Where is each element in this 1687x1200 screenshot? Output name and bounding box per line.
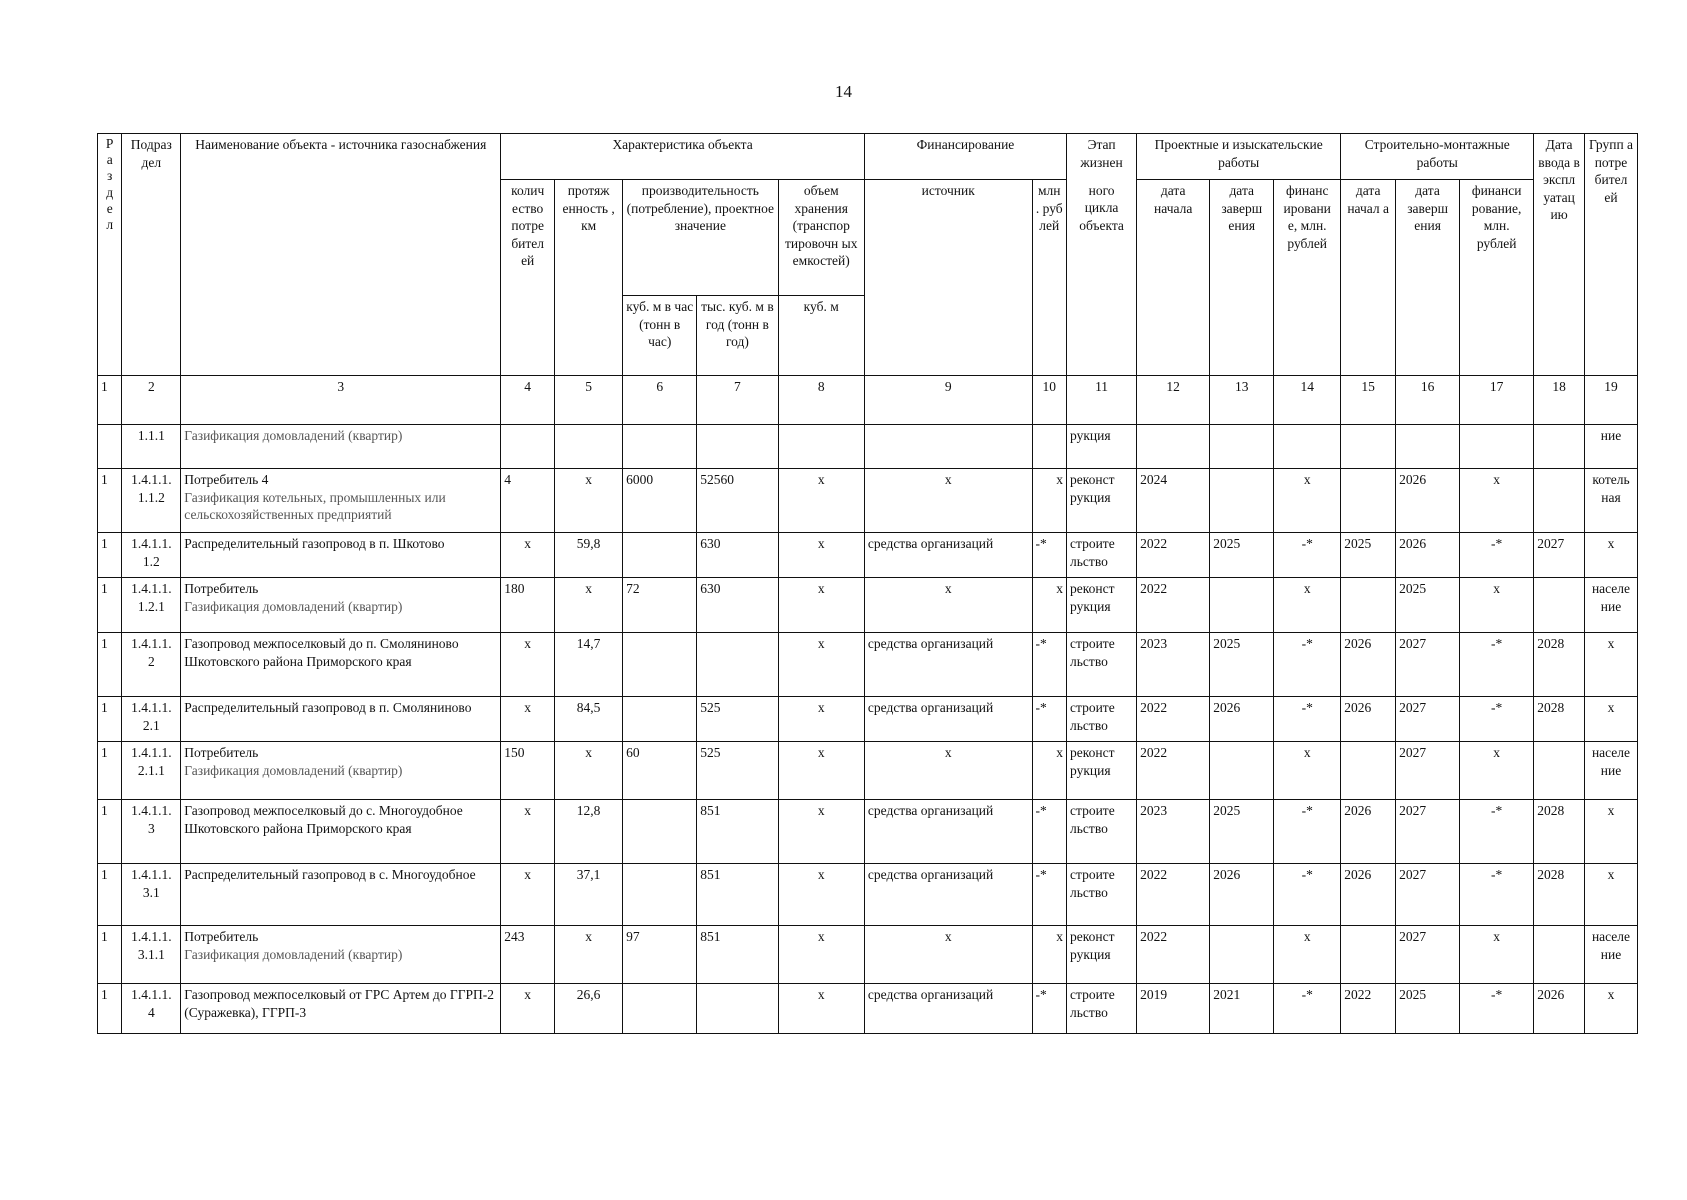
row-cell-c14: -* bbox=[1274, 533, 1341, 578]
row-razdel: 1 bbox=[98, 633, 122, 697]
object-title: Распределительный газопровод в п. Смоляниново bbox=[184, 700, 472, 715]
row-cell-c9: средства организаций bbox=[864, 697, 1032, 742]
column-number: 12 bbox=[1137, 376, 1210, 425]
column-number: 10 bbox=[1032, 376, 1067, 425]
row-razdel: 1 bbox=[98, 926, 122, 984]
row-cell-c10: х bbox=[1032, 578, 1067, 633]
row-cell-c4: х bbox=[501, 533, 555, 578]
row-cell-c5: 26,6 bbox=[555, 984, 623, 1034]
row-cell-c8: х bbox=[778, 469, 864, 533]
row-cell-c6 bbox=[623, 800, 697, 864]
row-cell-c15: 2022 bbox=[1341, 984, 1396, 1034]
row-cell-c19: х bbox=[1585, 697, 1638, 742]
header-consumer-group: Групп а потре бител ей bbox=[1585, 134, 1638, 376]
row-cell-c14: -* bbox=[1274, 697, 1341, 742]
row-cell-c10 bbox=[1032, 425, 1067, 469]
row-razdel bbox=[98, 425, 122, 469]
object-description: Газификация домовладений (квартир) bbox=[184, 428, 403, 443]
header-per-year: тыс. куб. м в год (тонн в год) bbox=[697, 296, 778, 376]
row-subsection: 1.4.1.1. 1.1.2 bbox=[122, 469, 181, 533]
row-cell-c10: -* bbox=[1032, 633, 1067, 697]
row-subsection: 1.1.1 bbox=[122, 425, 181, 469]
row-object-name bbox=[181, 425, 501, 469]
row-cell-c16: 2025 bbox=[1396, 984, 1460, 1034]
row-cell-c16: 2025 bbox=[1396, 578, 1460, 633]
header-survey-works: Проектные и изыскательские работы bbox=[1137, 134, 1341, 180]
column-number: 16 bbox=[1396, 376, 1460, 425]
header-per-hour: куб. м в час (тонн в час) bbox=[623, 296, 697, 376]
row-cell-c9: х bbox=[864, 578, 1032, 633]
header-lifecycle-stage: ного цикла объекта bbox=[1067, 180, 1137, 376]
row-cell-c4: 150 bbox=[501, 742, 555, 800]
row-cell-c7: 630 bbox=[697, 578, 778, 633]
row-cell-c14: -* bbox=[1274, 800, 1341, 864]
row-cell-c16: 2026 bbox=[1396, 533, 1460, 578]
object-title: Потребитель bbox=[184, 745, 259, 760]
header-length-km: протяж енность , км bbox=[555, 180, 623, 376]
row-cell-c10: -* bbox=[1032, 533, 1067, 578]
row-cell-c4: х bbox=[501, 800, 555, 864]
row-cell-c11: строите льство bbox=[1067, 864, 1137, 926]
header-survey-end: дата заверш ения bbox=[1210, 180, 1274, 376]
row-cell-c8: х bbox=[778, 533, 864, 578]
object-description: Газификация домовладений (квартир) bbox=[184, 598, 403, 614]
row-razdel: 1 bbox=[98, 984, 122, 1034]
row-cell-c10: х bbox=[1032, 742, 1067, 800]
column-number: 2 bbox=[122, 376, 181, 425]
row-object-name bbox=[181, 633, 501, 697]
row-cell-c6: 6000 bbox=[623, 469, 697, 533]
row-cell-c14: х bbox=[1274, 578, 1341, 633]
table-row bbox=[98, 742, 1638, 800]
object-description: Газификация домовладений (квартир) bbox=[184, 762, 403, 778]
row-cell-c11: строите льство bbox=[1067, 697, 1137, 742]
column-number-row bbox=[98, 376, 1638, 425]
object-description: Газификация домовладений (квартир) bbox=[184, 946, 403, 962]
row-cell-c5: 59,8 bbox=[555, 533, 623, 578]
row-cell-c10: -* bbox=[1032, 984, 1067, 1034]
object-title: Распределительный газопровод в с. Многоудобное bbox=[184, 867, 476, 882]
row-cell-c5: 84,5 bbox=[555, 697, 623, 742]
row-cell-c18: 2028 bbox=[1534, 800, 1585, 864]
row-cell-c14 bbox=[1274, 425, 1341, 469]
row-subsection: 1.4.1.1. 2.1.1 bbox=[122, 742, 181, 800]
row-cell-c8 bbox=[778, 425, 864, 469]
row-cell-c5: 37,1 bbox=[555, 864, 623, 926]
column-number: 5 bbox=[555, 376, 623, 425]
row-cell-c13 bbox=[1210, 578, 1274, 633]
row-cell-c14: х bbox=[1274, 926, 1341, 984]
row-cell-c10: -* bbox=[1032, 864, 1067, 926]
header-commission-date: Дата ввода в экспл уатац ию bbox=[1534, 134, 1585, 376]
row-cell-c9: средства организаций bbox=[864, 864, 1032, 926]
row-cell-c11: строите льство bbox=[1067, 633, 1137, 697]
row-cell-c8: х bbox=[778, 864, 864, 926]
row-cell-c18 bbox=[1534, 926, 1585, 984]
object-title: Потребитель bbox=[184, 581, 259, 596]
row-razdel: 1 bbox=[98, 533, 122, 578]
row-cell-c11: реконст рукция bbox=[1067, 469, 1137, 533]
row-cell-c11: реконст рукция bbox=[1067, 926, 1137, 984]
table-row bbox=[98, 864, 1638, 926]
row-cell-c19: х bbox=[1585, 984, 1638, 1034]
row-cell-c16: 2027 bbox=[1396, 926, 1460, 984]
row-cell-c14: х bbox=[1274, 742, 1341, 800]
row-cell-c18 bbox=[1534, 425, 1585, 469]
row-cell-c11: реконст рукция bbox=[1067, 578, 1137, 633]
header-lifecycle: Этап жизнен bbox=[1067, 134, 1137, 180]
row-cell-c13: 2021 bbox=[1210, 984, 1274, 1034]
row-cell-c16: 2026 bbox=[1396, 469, 1460, 533]
row-cell-c5 bbox=[555, 425, 623, 469]
object-description: Газификация котельных, промышленных или сельскохозяйственных предприятий bbox=[184, 489, 446, 523]
row-cell-c14: -* bbox=[1274, 864, 1341, 926]
row-cell-c15: 2026 bbox=[1341, 633, 1396, 697]
row-cell-c18: 2027 bbox=[1534, 533, 1585, 578]
row-cell-c13 bbox=[1210, 742, 1274, 800]
page-number: 14 bbox=[835, 82, 852, 101]
row-cell-c17: -* bbox=[1460, 697, 1534, 742]
row-cell-c6: 97 bbox=[623, 926, 697, 984]
header-object-name: Наименование объекта - источника газоснабжения bbox=[181, 134, 501, 376]
row-object-name bbox=[181, 800, 501, 864]
row-subsection: 1.4.1.1. 2 bbox=[122, 633, 181, 697]
row-cell-c19: ние bbox=[1585, 425, 1638, 469]
object-title: Потребитель bbox=[184, 929, 259, 944]
row-cell-c12: 2022 bbox=[1137, 742, 1210, 800]
row-cell-c12 bbox=[1137, 425, 1210, 469]
row-object-name bbox=[181, 864, 501, 926]
header-construction-works: Строительно-монтажные работы bbox=[1341, 134, 1534, 180]
row-cell-c12: 2024 bbox=[1137, 469, 1210, 533]
row-cell-c16: 2027 bbox=[1396, 800, 1460, 864]
row-cell-c4 bbox=[501, 425, 555, 469]
row-object-name bbox=[181, 984, 501, 1034]
row-razdel: 1 bbox=[98, 800, 122, 864]
column-number: 14 bbox=[1274, 376, 1341, 425]
row-cell-c7: 851 bbox=[697, 800, 778, 864]
column-number: 1 bbox=[98, 376, 122, 425]
row-cell-c13 bbox=[1210, 926, 1274, 984]
row-cell-c5: х bbox=[555, 578, 623, 633]
row-cell-c18: 2028 bbox=[1534, 864, 1585, 926]
row-cell-c19: х bbox=[1585, 800, 1638, 864]
row-cell-c8: х bbox=[778, 926, 864, 984]
header-storage: объем хранения (транспор тировочн ых емкостей) bbox=[778, 180, 864, 296]
row-cell-c15 bbox=[1341, 742, 1396, 800]
row-cell-c17: х bbox=[1460, 578, 1534, 633]
row-cell-c12: 2022 bbox=[1137, 864, 1210, 926]
row-cell-c4: х bbox=[501, 864, 555, 926]
row-cell-c15 bbox=[1341, 425, 1396, 469]
row-cell-c17: х bbox=[1460, 469, 1534, 533]
row-cell-c17: -* bbox=[1460, 533, 1534, 578]
row-cell-c15: 2026 bbox=[1341, 864, 1396, 926]
object-title: Газопровод межпоселковый до с. Многоудобное Шкотовского района Приморского края bbox=[184, 803, 463, 836]
row-cell-c19: населе ние bbox=[1585, 926, 1638, 984]
header-characteristics: Характеристика объекта bbox=[501, 134, 865, 180]
row-cell-c10: х bbox=[1032, 926, 1067, 984]
row-cell-c16 bbox=[1396, 425, 1460, 469]
row-cell-c6: 72 bbox=[623, 578, 697, 633]
column-number: 18 bbox=[1534, 376, 1585, 425]
row-cell-c5: х bbox=[555, 469, 623, 533]
row-cell-c17: -* bbox=[1460, 633, 1534, 697]
row-object-name bbox=[181, 578, 501, 633]
header-construction-end: дата заверш ения bbox=[1396, 180, 1460, 376]
table-row bbox=[98, 984, 1638, 1034]
row-cell-c9: х bbox=[864, 742, 1032, 800]
row-cell-c17: -* bbox=[1460, 864, 1534, 926]
row-cell-c4: 243 bbox=[501, 926, 555, 984]
row-cell-c18: 2028 bbox=[1534, 697, 1585, 742]
row-cell-c17: х bbox=[1460, 742, 1534, 800]
row-cell-c12: 2023 bbox=[1137, 633, 1210, 697]
table-row bbox=[98, 800, 1638, 864]
object-title: Газопровод межпоселковый до п. Смоляниново Шкотовского района Приморского края bbox=[184, 636, 459, 669]
header-source: источник bbox=[864, 180, 1032, 376]
header-razdel: Р а з д е л bbox=[98, 134, 122, 376]
row-cell-c12: 2022 bbox=[1137, 697, 1210, 742]
object-title: Распределительный газопровод в п. Шкотово bbox=[184, 536, 445, 551]
column-number: 17 bbox=[1460, 376, 1534, 425]
row-object-name bbox=[181, 469, 501, 533]
column-number: 3 bbox=[181, 376, 501, 425]
row-cell-c11: строите льство bbox=[1067, 984, 1137, 1034]
object-title: Газопровод межпоселковый от ГРС Артем до ГГРП-2 (Суражевка), ГГРП-3 bbox=[184, 987, 495, 1020]
header-storage-unit: куб. м bbox=[778, 296, 864, 376]
row-cell-c18 bbox=[1534, 742, 1585, 800]
header-survey-financing: финанс ировани е, млн. рублей bbox=[1274, 180, 1341, 376]
row-cell-c12: 2022 bbox=[1137, 926, 1210, 984]
row-cell-c14: х bbox=[1274, 469, 1341, 533]
row-cell-c17 bbox=[1460, 425, 1534, 469]
row-cell-c17: х bbox=[1460, 926, 1534, 984]
table-row bbox=[98, 469, 1638, 533]
row-cell-c7 bbox=[697, 425, 778, 469]
row-cell-c11: реконст рукция bbox=[1067, 742, 1137, 800]
row-cell-c10: х bbox=[1032, 469, 1067, 533]
row-cell-c18 bbox=[1534, 469, 1585, 533]
row-razdel: 1 bbox=[98, 864, 122, 926]
row-cell-c19: х bbox=[1585, 533, 1638, 578]
header-mln-rub: млн . руб лей bbox=[1032, 180, 1067, 376]
header-survey-start: дата начала bbox=[1137, 180, 1210, 376]
row-razdel: 1 bbox=[98, 578, 122, 633]
row-cell-c13: 2025 bbox=[1210, 633, 1274, 697]
row-cell-c12: 2023 bbox=[1137, 800, 1210, 864]
row-subsection: 1.4.1.1. 1.2.1 bbox=[122, 578, 181, 633]
row-cell-c5: х bbox=[555, 926, 623, 984]
row-cell-c14: -* bbox=[1274, 984, 1341, 1034]
row-cell-c9: средства организаций bbox=[864, 533, 1032, 578]
row-cell-c7: 851 bbox=[697, 926, 778, 984]
row-cell-c7: 851 bbox=[697, 864, 778, 926]
row-subsection: 1.4.1.1. 1.2 bbox=[122, 533, 181, 578]
row-cell-c15 bbox=[1341, 578, 1396, 633]
row-cell-c19: х bbox=[1585, 864, 1638, 926]
row-cell-c16: 2027 bbox=[1396, 742, 1460, 800]
row-cell-c15 bbox=[1341, 469, 1396, 533]
row-cell-c19: населе ние bbox=[1585, 578, 1638, 633]
column-number: 13 bbox=[1210, 376, 1274, 425]
row-cell-c6: 60 bbox=[623, 742, 697, 800]
row-cell-c9: х bbox=[864, 469, 1032, 533]
row-cell-c8: х bbox=[778, 984, 864, 1034]
row-subsection: 1.4.1.1. 3.1 bbox=[122, 864, 181, 926]
row-cell-c19: котель ная bbox=[1585, 469, 1638, 533]
row-subsection: 1.4.1.1. 2.1 bbox=[122, 697, 181, 742]
row-cell-c6 bbox=[623, 633, 697, 697]
row-subsection: 1.4.1.1. 3 bbox=[122, 800, 181, 864]
row-cell-c9: средства организаций bbox=[864, 984, 1032, 1034]
row-cell-c13: 2026 bbox=[1210, 864, 1274, 926]
row-cell-c14: -* bbox=[1274, 633, 1341, 697]
row-cell-c11: строите льство bbox=[1067, 533, 1137, 578]
row-cell-c8: х bbox=[778, 742, 864, 800]
header-construction-financing: финанси рование, млн. рублей bbox=[1460, 180, 1534, 376]
column-number: 19 bbox=[1585, 376, 1638, 425]
row-cell-c13: 2025 bbox=[1210, 533, 1274, 578]
header-consumers-count: колич ество потре бител ей bbox=[501, 180, 555, 376]
row-cell-c15: 2025 bbox=[1341, 533, 1396, 578]
row-cell-c5: 14,7 bbox=[555, 633, 623, 697]
row-cell-c4: х bbox=[501, 697, 555, 742]
row-cell-c11: рукция bbox=[1067, 425, 1137, 469]
row-cell-c7: 525 bbox=[697, 697, 778, 742]
row-cell-c6 bbox=[623, 425, 697, 469]
table-row bbox=[98, 926, 1638, 984]
row-cell-c18 bbox=[1534, 578, 1585, 633]
row-cell-c15: 2026 bbox=[1341, 697, 1396, 742]
row-cell-c7: 630 bbox=[697, 533, 778, 578]
row-razdel: 1 bbox=[98, 469, 122, 533]
row-object-name bbox=[181, 697, 501, 742]
row-razdel: 1 bbox=[98, 697, 122, 742]
row-cell-c11: строите льство bbox=[1067, 800, 1137, 864]
row-cell-c6 bbox=[623, 697, 697, 742]
row-cell-c12: 2022 bbox=[1137, 533, 1210, 578]
gas-supply-table bbox=[97, 133, 1638, 1034]
object-title: Потребитель 4 bbox=[184, 472, 269, 487]
row-cell-c10: -* bbox=[1032, 800, 1067, 864]
row-cell-c6 bbox=[623, 533, 697, 578]
row-cell-c13: 2025 bbox=[1210, 800, 1274, 864]
row-cell-c12: 2022 bbox=[1137, 578, 1210, 633]
row-cell-c4: х bbox=[501, 633, 555, 697]
row-cell-c18: 2026 bbox=[1534, 984, 1585, 1034]
row-cell-c18: 2028 bbox=[1534, 633, 1585, 697]
row-cell-c16: 2027 bbox=[1396, 633, 1460, 697]
row-cell-c5: 12,8 bbox=[555, 800, 623, 864]
row-cell-c15: 2026 bbox=[1341, 800, 1396, 864]
row-cell-c4: 180 bbox=[501, 578, 555, 633]
row-cell-c17: -* bbox=[1460, 984, 1534, 1034]
table-row bbox=[98, 633, 1638, 697]
row-cell-c8: х bbox=[778, 800, 864, 864]
row-cell-c15 bbox=[1341, 926, 1396, 984]
row-cell-c5: х bbox=[555, 742, 623, 800]
row-cell-c7: 525 bbox=[697, 742, 778, 800]
row-cell-c8: х bbox=[778, 633, 864, 697]
row-cell-c16: 2027 bbox=[1396, 697, 1460, 742]
row-cell-c4: 4 bbox=[501, 469, 555, 533]
row-cell-c17: -* bbox=[1460, 800, 1534, 864]
row-object-name bbox=[181, 533, 501, 578]
row-razdel: 1 bbox=[98, 742, 122, 800]
row-cell-c13 bbox=[1210, 425, 1274, 469]
table-row bbox=[98, 533, 1638, 578]
row-cell-c6 bbox=[623, 984, 697, 1034]
table-row bbox=[98, 578, 1638, 633]
table-row bbox=[98, 425, 1638, 469]
row-cell-c9: х bbox=[864, 926, 1032, 984]
row-cell-c7 bbox=[697, 984, 778, 1034]
row-object-name bbox=[181, 926, 501, 984]
row-subsection: 1.4.1.1. 4 bbox=[122, 984, 181, 1034]
row-subsection: 1.4.1.1. 3.1.1 bbox=[122, 926, 181, 984]
row-cell-c10: -* bbox=[1032, 697, 1067, 742]
column-number: 6 bbox=[623, 376, 697, 425]
row-cell-c16: 2027 bbox=[1396, 864, 1460, 926]
column-number: 9 bbox=[864, 376, 1032, 425]
row-cell-c13 bbox=[1210, 469, 1274, 533]
row-cell-c4: х bbox=[501, 984, 555, 1034]
row-cell-c8: х bbox=[778, 697, 864, 742]
row-cell-c19: населе ние bbox=[1585, 742, 1638, 800]
column-number: 11 bbox=[1067, 376, 1137, 425]
table-row bbox=[98, 697, 1638, 742]
header-financing: Финансирование bbox=[864, 134, 1066, 180]
row-cell-c19: х bbox=[1585, 633, 1638, 697]
column-number: 7 bbox=[697, 376, 778, 425]
row-cell-c8: х bbox=[778, 578, 864, 633]
column-number: 4 bbox=[501, 376, 555, 425]
row-cell-c7 bbox=[697, 633, 778, 697]
row-cell-c7: 52560 bbox=[697, 469, 778, 533]
row-cell-c6 bbox=[623, 864, 697, 926]
row-cell-c9: средства организаций bbox=[864, 800, 1032, 864]
header-productivity: производительность (потребление), проектное значение bbox=[623, 180, 778, 296]
column-number: 15 bbox=[1341, 376, 1396, 425]
row-cell-c13: 2026 bbox=[1210, 697, 1274, 742]
header-podrazdel: Подраз дел bbox=[122, 134, 181, 376]
row-cell-c9 bbox=[864, 425, 1032, 469]
row-cell-c12: 2019 bbox=[1137, 984, 1210, 1034]
row-cell-c9: средства организаций bbox=[864, 633, 1032, 697]
column-number: 8 bbox=[778, 376, 864, 425]
row-object-name bbox=[181, 742, 501, 800]
header-construction-start: дата начал а bbox=[1341, 180, 1396, 376]
